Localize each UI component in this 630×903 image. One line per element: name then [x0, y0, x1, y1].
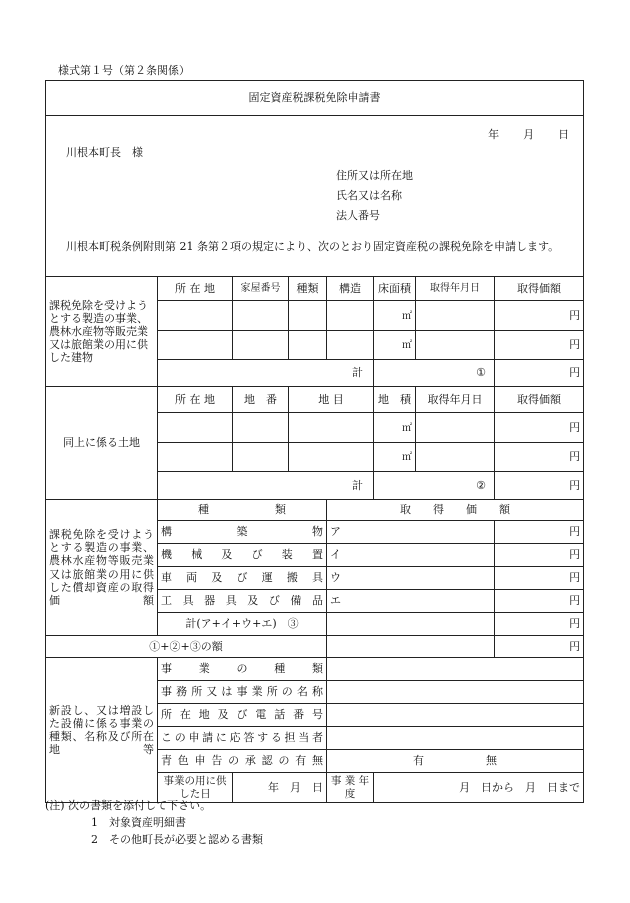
land-section-label: 同上に係る土地 — [46, 387, 158, 500]
buildings-header-type: 種類 — [289, 277, 327, 301]
asset-mark[interactable]: ウ — [327, 567, 495, 590]
price-cell[interactable]: 円 — [495, 443, 584, 472]
business-row-label: 所在地及び電話番号 — [158, 704, 327, 727]
land-header-lot-number: 地 番 — [233, 387, 289, 413]
asset-kind-label: 工具器具及び備品 — [158, 590, 327, 613]
asset-kind-label: 構築物 — [158, 521, 327, 544]
input-cell[interactable] — [327, 613, 495, 636]
buildings-total-label: 計 — [158, 360, 374, 387]
form-number-label: 様式第１号（第２条関係） — [58, 64, 190, 77]
addressee: 川根本町長 様 — [66, 146, 143, 159]
depreciable-header-value: 取 得 価 額 — [327, 500, 584, 521]
depreciable-section-label: 課税免除を受けようとする製造の事業、農林水産物等販売業又は旅館業の用に供した償却資産の取得価額 — [46, 500, 158, 636]
input-cell[interactable] — [233, 301, 289, 331]
asset-price-unit[interactable]: 円 — [495, 590, 584, 613]
input-cell[interactable] — [233, 443, 289, 472]
asset-mark[interactable]: イ — [327, 544, 495, 567]
price-cell[interactable]: 円 — [495, 301, 584, 331]
notes-item: 2 その他町長が必要と認める書類 — [91, 833, 263, 846]
land-area-cell[interactable]: ㎡ — [374, 413, 416, 443]
business-row-kind — [46, 658, 584, 681]
asset-kind-label: 車両及び運搬具 — [158, 567, 327, 590]
land-header-area: 地 積 — [374, 387, 416, 413]
input-cell[interactable] — [327, 658, 584, 681]
input-cell[interactable] — [158, 443, 233, 472]
input-cell[interactable] — [158, 413, 233, 443]
input-cell[interactable] — [327, 681, 584, 704]
land-header-category: 地 目 — [289, 387, 374, 413]
buildings-header-acquired-date: 取得年月日 — [416, 277, 495, 301]
grand-total-label: ①+②+③の額 — [46, 636, 327, 658]
buildings-total-price[interactable]: 円 — [495, 360, 584, 387]
depreciable-header-kind: 種 類 — [158, 500, 327, 521]
address-field-label[interactable]: 住所又は所在地 — [336, 169, 413, 182]
application-date[interactable]: 年 月 日 — [488, 128, 570, 141]
input-cell[interactable] — [327, 301, 374, 331]
application-form-table — [45, 80, 584, 803]
asset-mark[interactable]: エ — [327, 590, 495, 613]
business-row-label: 事業の種類 — [158, 658, 327, 681]
buildings-header-floor-area: 床面積 — [374, 277, 416, 301]
corporate-number-field-label[interactable]: 法人番号 — [336, 209, 380, 222]
form-title: 固定資産税課税免除申請書 — [46, 81, 584, 116]
blue-return-choice[interactable] — [327, 750, 584, 773]
land-total-price[interactable]: 円 — [495, 472, 584, 500]
depreciable-total-label: 計(ア+イ+ウ+エ) ③ — [158, 613, 327, 636]
buildings-header-location: 所 在 地 — [158, 277, 233, 301]
input-cell[interactable] — [289, 301, 327, 331]
input-cell[interactable] — [327, 727, 584, 750]
buildings-header-structure: 構造 — [327, 277, 374, 301]
asset-kind-label: 機械及び装置 — [158, 544, 327, 567]
notes-item: 1 対象資産明細書 — [91, 816, 186, 829]
input-cell[interactable] — [416, 331, 495, 360]
depreciable-total-unit[interactable]: 円 — [495, 613, 584, 636]
business-section-label: 新設し、又は増設した設備に係る事業の種類、名称及び所在地等 — [46, 658, 158, 803]
notes — [45, 797, 263, 848]
grand-total-unit[interactable]: 円 — [495, 636, 584, 658]
applicant-header — [46, 116, 584, 277]
business-row-label: この申請に応答する担当者 — [158, 727, 327, 750]
buildings-total-mark: ① — [374, 360, 495, 387]
land-total-label: 計 — [158, 472, 374, 500]
input-cell[interactable] — [327, 331, 374, 360]
input-cell[interactable] — [416, 413, 495, 443]
input-cell[interactable] — [289, 413, 374, 443]
asset-price-unit[interactable]: 円 — [495, 521, 584, 544]
asset-mark[interactable]: ア — [327, 521, 495, 544]
input-cell[interactable] — [289, 331, 327, 360]
buildings-header-house-number: 家屋番号 — [233, 277, 289, 301]
input-cell[interactable] — [233, 331, 289, 360]
input-cell[interactable] — [416, 443, 495, 472]
land-header-location: 所 在 地 — [158, 387, 233, 413]
blue-return-yes[interactable]: 有 — [413, 754, 425, 768]
grand-total-row — [46, 636, 584, 658]
input-cell[interactable] — [327, 636, 495, 658]
floor-area-cell[interactable]: ㎡ — [374, 301, 416, 331]
input-cell[interactable] — [233, 413, 289, 443]
land-area-cell[interactable]: ㎡ — [374, 443, 416, 472]
floor-area-cell[interactable]: ㎡ — [374, 331, 416, 360]
input-cell[interactable] — [289, 443, 374, 472]
input-cell[interactable] — [158, 331, 233, 360]
input-cell[interactable] — [158, 301, 233, 331]
application-statement: 川根本町税条例附則第 21 条第２項の規定により、次のとおり固定資産税の課税免除を申請します。 — [66, 240, 560, 253]
price-cell[interactable]: 円 — [495, 331, 584, 360]
notes-heading: (注) 次の書類を添付して下さい。 — [45, 799, 212, 812]
name-field-label[interactable]: 氏名又は名称 — [336, 189, 402, 202]
asset-price-unit[interactable]: 円 — [495, 544, 584, 567]
buildings-header-acquired-price: 取得価額 — [495, 277, 584, 301]
start-date-label: 事業の用に供した日 — [158, 773, 233, 803]
price-cell[interactable]: 円 — [495, 413, 584, 443]
applicant-fields — [336, 166, 413, 226]
business-row-label: 事務所又は事業所の名称 — [158, 681, 327, 704]
land-header-acquired-date: 取得年月日 — [416, 387, 495, 413]
land-total-mark: ② — [374, 472, 495, 500]
business-row-label: 青色申告の承認の有無 — [158, 750, 327, 773]
asset-price-unit[interactable]: 円 — [495, 567, 584, 590]
blue-return-no[interactable]: 無 — [486, 754, 498, 768]
buildings-section-label: 課税免除を受けようとする製造の事業、農林水産物等販売業又は旅館業の用に供した建物 — [46, 277, 158, 387]
input-cell[interactable] — [327, 704, 584, 727]
fiscal-year-label: 事 業 年 度 — [327, 773, 374, 803]
start-date-value[interactable]: 年 月 日 — [233, 773, 327, 803]
land-header-acquired-price: 取得価額 — [495, 387, 584, 413]
input-cell[interactable] — [416, 301, 495, 331]
fiscal-year-value[interactable]: 月 日から 月 日まで — [374, 773, 584, 803]
